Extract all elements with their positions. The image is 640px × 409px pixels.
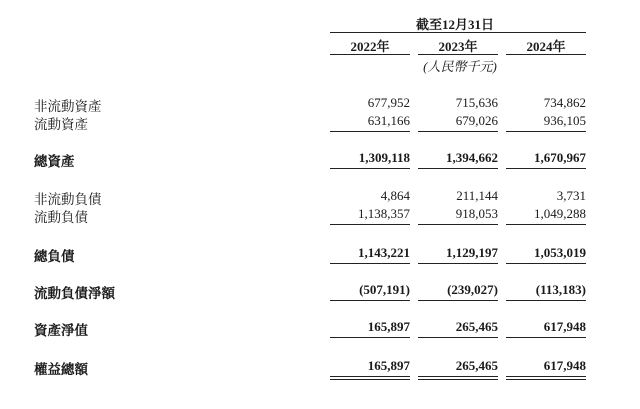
total-rule — [330, 300, 410, 301]
cell-non-current-assets-2024: 734,862 — [543, 95, 586, 110]
cell-net-current-liabilities-2023: (239,027) — [447, 282, 498, 297]
cell-non-current-assets-2023: 715,636 — [455, 95, 498, 110]
cell-net-current-liabilities-2024: (113,183) — [535, 282, 586, 297]
row-label-total-liabilities: 總負債 — [34, 249, 75, 264]
subtotal-rule — [418, 131, 498, 132]
cell-non-current-assets-2022: 677,952 — [367, 95, 410, 110]
cell-total-equity-2022: 165,897 — [367, 358, 410, 373]
subtotal-rule — [330, 131, 410, 132]
row-label-non-current-assets: 非流動資產 — [34, 99, 102, 114]
cell-total-assets-2022: 1,309,118 — [358, 150, 410, 165]
subtotal-rule — [418, 224, 498, 225]
cell-non-current-liabilities-2024: 3,731 — [556, 188, 586, 203]
subtotal-rule — [506, 224, 586, 225]
cell-total-assets-2024: 1,670,967 — [534, 150, 586, 165]
period-header: 截至12月31日 — [415, 17, 494, 32]
year-2023-header: 2023年 — [438, 39, 478, 54]
unit-label: (人民幣千元) — [423, 59, 497, 74]
row-label-current-assets: 流動資產 — [34, 117, 88, 132]
cell-net-current-liabilities-2022: (507,191) — [359, 282, 410, 297]
year-2024-underline — [506, 54, 586, 55]
subtotal-rule — [330, 224, 410, 225]
total-rule — [506, 263, 586, 264]
row-label-total-equity: 權益總額 — [34, 362, 88, 377]
row-label-current-liabilities: 流動負債 — [34, 210, 88, 225]
total-rule — [418, 337, 498, 338]
cell-non-current-liabilities-2023: 211,144 — [456, 188, 498, 203]
period-underline — [330, 32, 586, 33]
cell-total-liabilities-2022: 1,143,221 — [358, 245, 410, 260]
cell-current-liabilities-2024: 1,049,288 — [534, 206, 586, 221]
cell-total-equity-2023: 265,465 — [455, 358, 498, 373]
total-rule — [330, 263, 410, 264]
double-rule-top — [330, 376, 410, 377]
cell-total-assets-2023: 1,394,662 — [446, 150, 498, 165]
double-rule-bottom — [418, 379, 498, 380]
cell-current-assets-2023: 679,026 — [455, 113, 498, 128]
subtotal-rule — [506, 131, 586, 132]
row-label-total-assets: 總資產 — [34, 154, 75, 169]
row-label-net-current-liabilities: 流動負債淨額 — [34, 286, 115, 301]
cell-current-liabilities-2023: 918,053 — [455, 206, 498, 221]
cell-net-assets-2022: 165,897 — [367, 319, 410, 334]
total-rule — [418, 168, 498, 169]
cell-current-assets-2024: 936,105 — [543, 113, 586, 128]
cell-total-liabilities-2023: 1,129,197 — [446, 245, 498, 260]
cell-net-assets-2023: 265,465 — [455, 319, 498, 334]
cell-current-assets-2022: 631,166 — [367, 113, 410, 128]
row-label-non-current-liabilities: 非流動負債 — [34, 192, 102, 207]
total-rule — [418, 300, 498, 301]
cell-current-liabilities-2022: 1,138,357 — [358, 206, 410, 221]
year-2022-header: 2022年 — [350, 39, 390, 54]
year-2023-underline — [418, 54, 498, 55]
year-2022-underline — [330, 54, 410, 55]
cell-total-liabilities-2024: 1,053,019 — [534, 245, 586, 260]
cell-net-assets-2024: 617,948 — [543, 319, 586, 334]
double-rule-top — [418, 376, 498, 377]
total-rule — [330, 337, 410, 338]
year-2024-header: 2024年 — [526, 39, 566, 54]
double-rule-bottom — [330, 379, 410, 380]
total-rule — [330, 168, 410, 169]
cell-non-current-liabilities-2022: 4,864 — [380, 188, 410, 203]
total-rule — [506, 168, 586, 169]
row-label-net-assets: 資產淨值 — [34, 323, 88, 338]
total-rule — [418, 263, 498, 264]
total-rule — [506, 337, 586, 338]
total-rule — [506, 300, 586, 301]
cell-total-equity-2024: 617,948 — [543, 358, 586, 373]
double-rule-top — [506, 376, 586, 377]
double-rule-bottom — [506, 379, 586, 380]
